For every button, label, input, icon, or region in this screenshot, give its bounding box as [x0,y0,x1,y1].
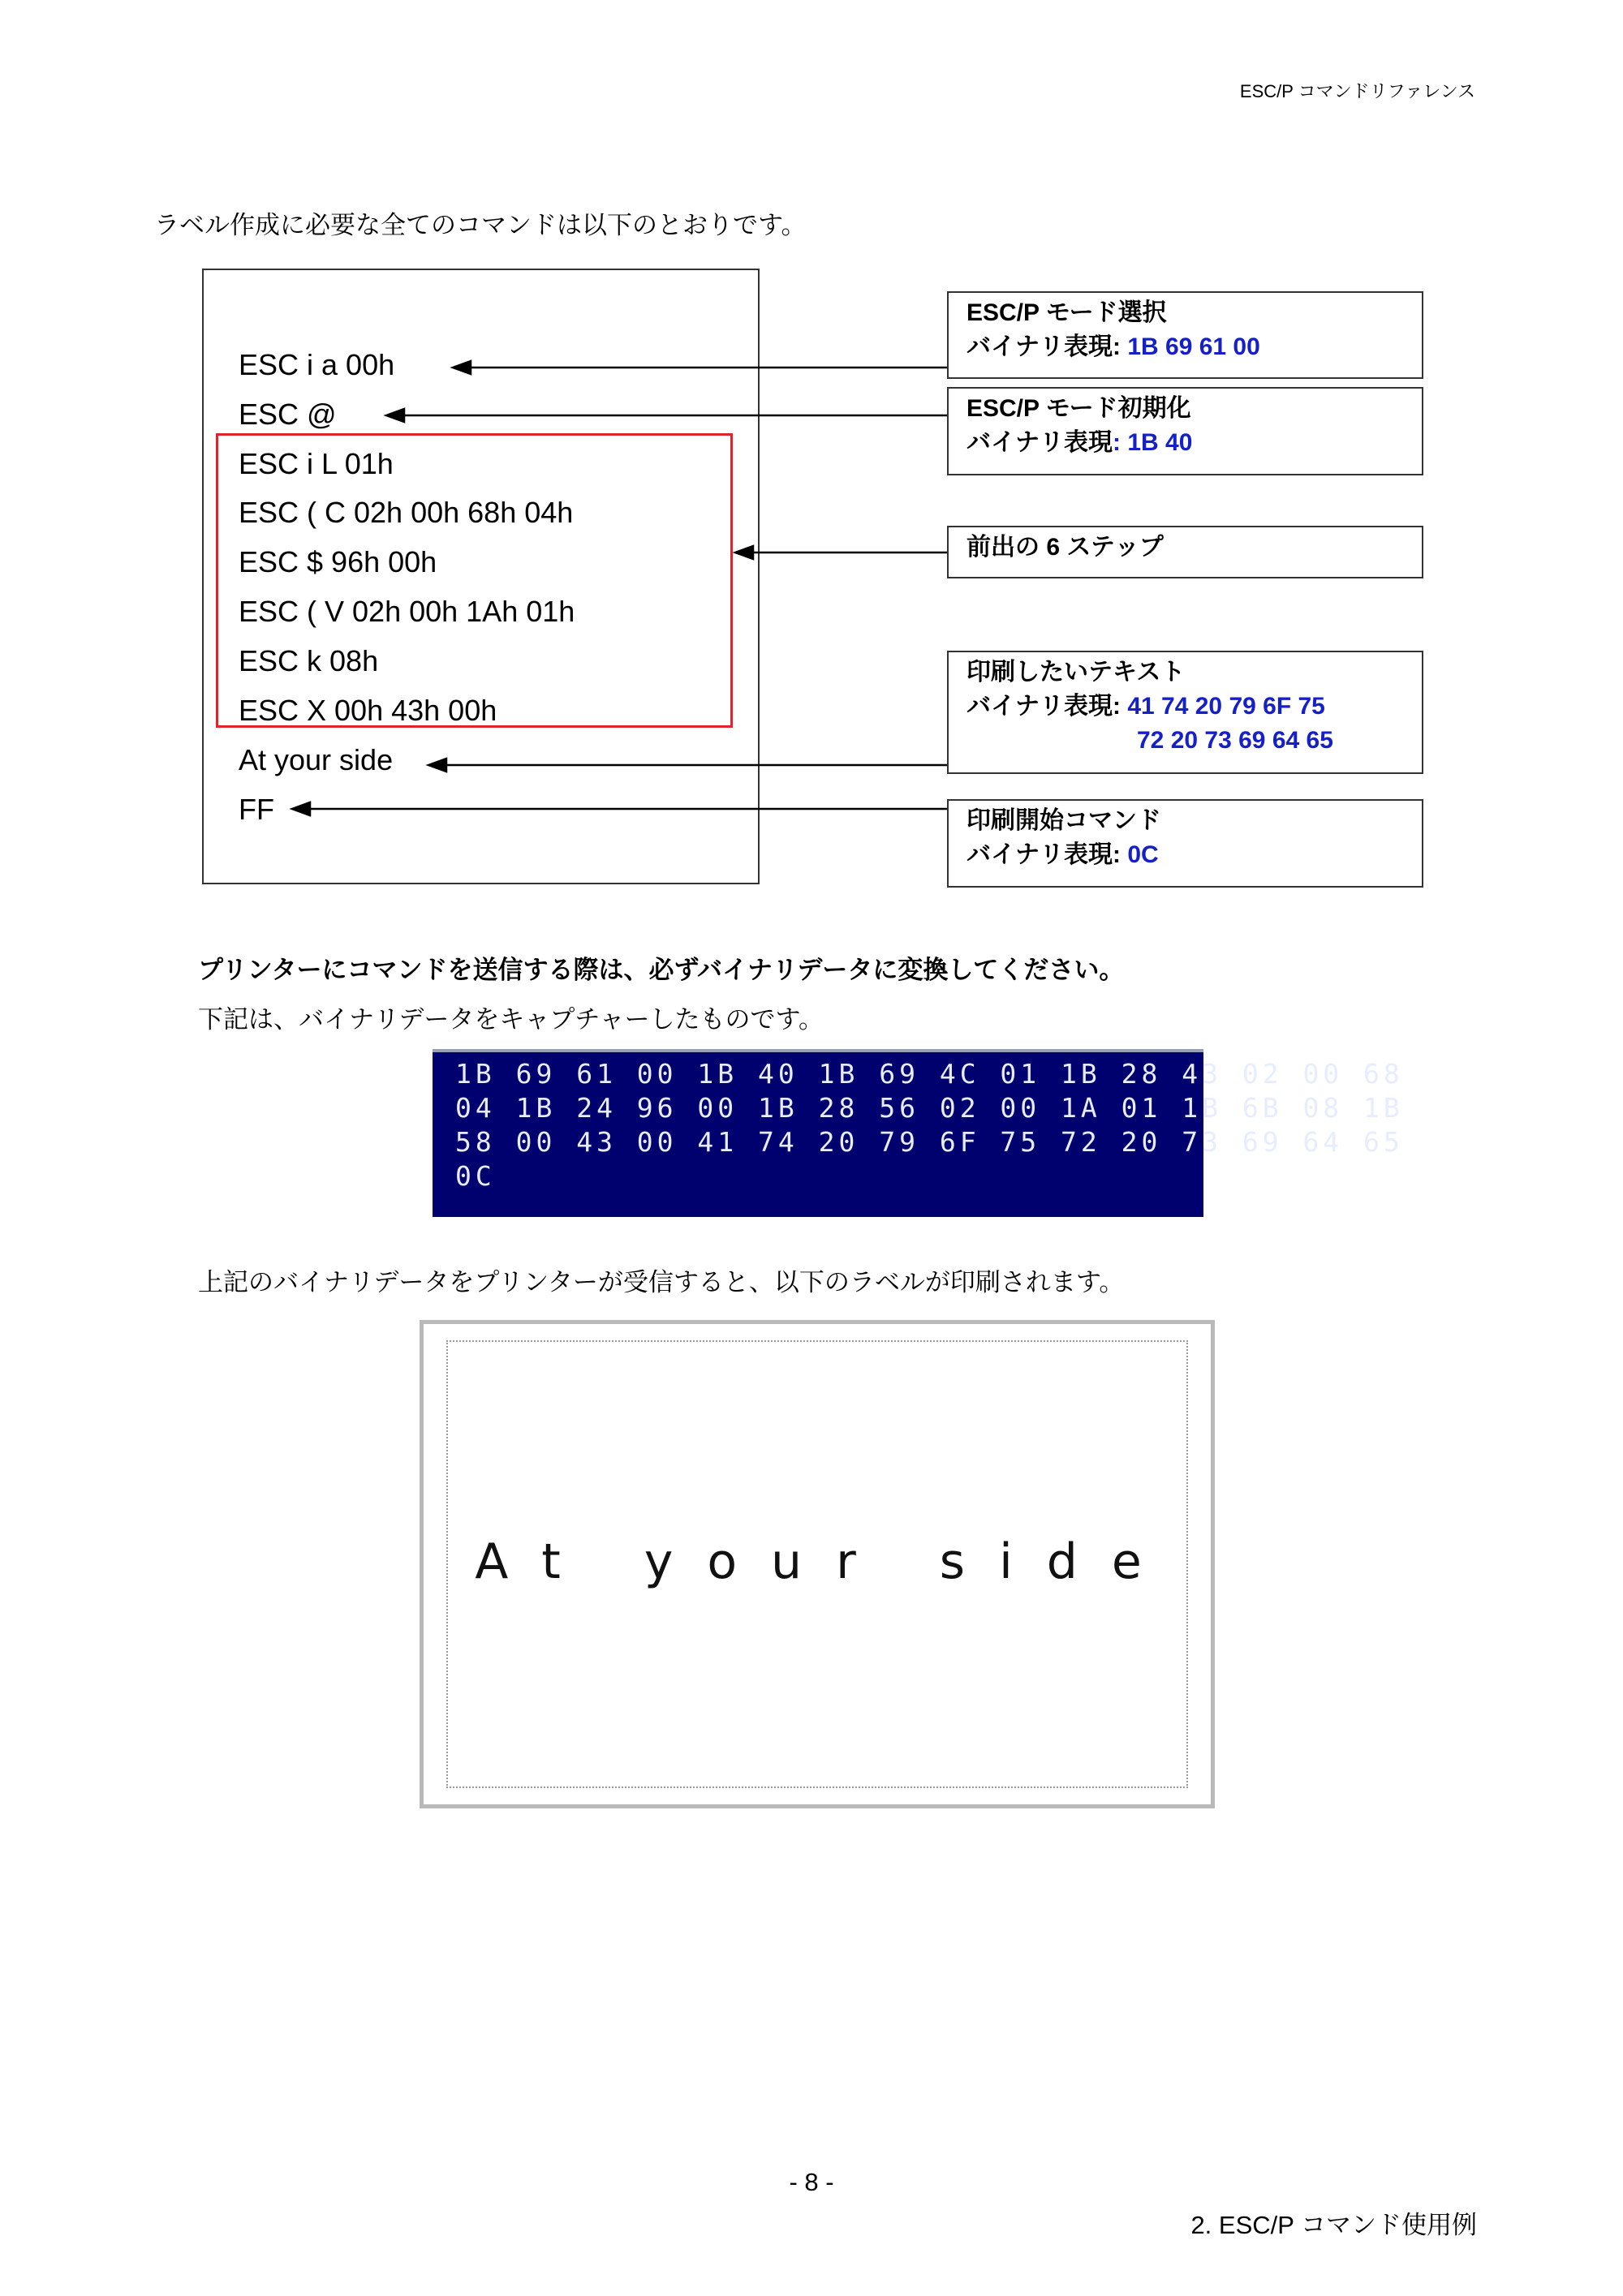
info-title: 印刷したいテキスト [966,659,1186,686]
hex-line: 0C [455,1160,496,1192]
arrow-head-icon [428,759,446,772]
hex-dump-panel [433,1049,1404,1217]
hex-line: 04 1B 24 96 00 1B 28 56 02 00 1A 01 1B 6B 08 1B [455,1092,1404,1124]
notice-text: 下記は、バイナリデータをキャプチャーしたものです。 [198,1005,824,1034]
info-binary: バイナリ表現: 41 74 20 79 6F 75 [966,693,1325,720]
command-line: FF [239,793,274,826]
info-title: ESC/P モード初期化 [966,395,1191,422]
command-line: ESC @ [239,398,337,431]
binary-value: : 1B 40 [1113,429,1193,456]
section-title: 2. ESC/P コマンド使用例 [1190,2211,1477,2239]
arrow-head-icon [386,409,404,422]
notice-bold: プリンターにコマンドを送信する際は、必ずバイナリデータに変換してください。 [198,956,1125,984]
intro-text: ラベル作成に必要な全てのコマンドは以下のとおりです。 [154,211,807,239]
info-binary: バイナリ表現: 1B 40 [966,429,1193,456]
label-preview [420,1320,1215,1808]
command-line: At your side [239,743,394,776]
info-binary: バイナリ表現: 1B 69 61 00 [966,333,1260,360]
info-title: 前出の 6 ステップ [966,534,1164,561]
info-title: 印刷開始コマンド [966,807,1161,834]
info-title: ESC/P モード選択 [966,299,1167,326]
command-line: ESC ( V 02h 00h 1Ah 01h [239,595,575,628]
command-line: ESC i L 01h [239,447,394,480]
after-text: 上記のバイナリデータをプリンターが受信すると、以下のラベルが印刷されます。 [198,1268,1125,1296]
binary-value: 41 74 20 79 6F 75 [1127,693,1325,720]
arrow-head-icon [735,546,753,559]
label-printed-text: At your side [475,1533,1176,1590]
binary-value: 1B 69 61 00 [1127,333,1260,360]
header-title: ESC/P コマンドリファレンス [1239,81,1475,101]
command-line: ESC ( C 02h 00h 68h 04h [239,496,574,529]
binary-value-continued: 72 20 73 69 64 65 [1137,727,1333,754]
hex-line: 58 00 43 00 41 74 20 79 6F 75 72 20 73 69 64 65 [455,1126,1404,1158]
hex-line: 1B 69 61 00 1B 40 1B 69 4C 01 1B 28 43 02 00 68 [455,1058,1404,1090]
info-binary: バイナリ表現: 0C [966,841,1159,868]
label-paper [424,1324,1211,1804]
page-number: - 8 - [789,2168,834,2196]
binary-value: 0C [1127,841,1159,868]
arrow-head-icon [453,361,471,374]
command-line: ESC k 08h [239,644,379,677]
command-line: ESC X 00h 43h 00h [239,694,497,727]
command-line: ESC i a 00h [239,348,395,381]
command-line: ESC $ 96h 00h [239,545,437,578]
arrow-head-icon [292,802,310,815]
